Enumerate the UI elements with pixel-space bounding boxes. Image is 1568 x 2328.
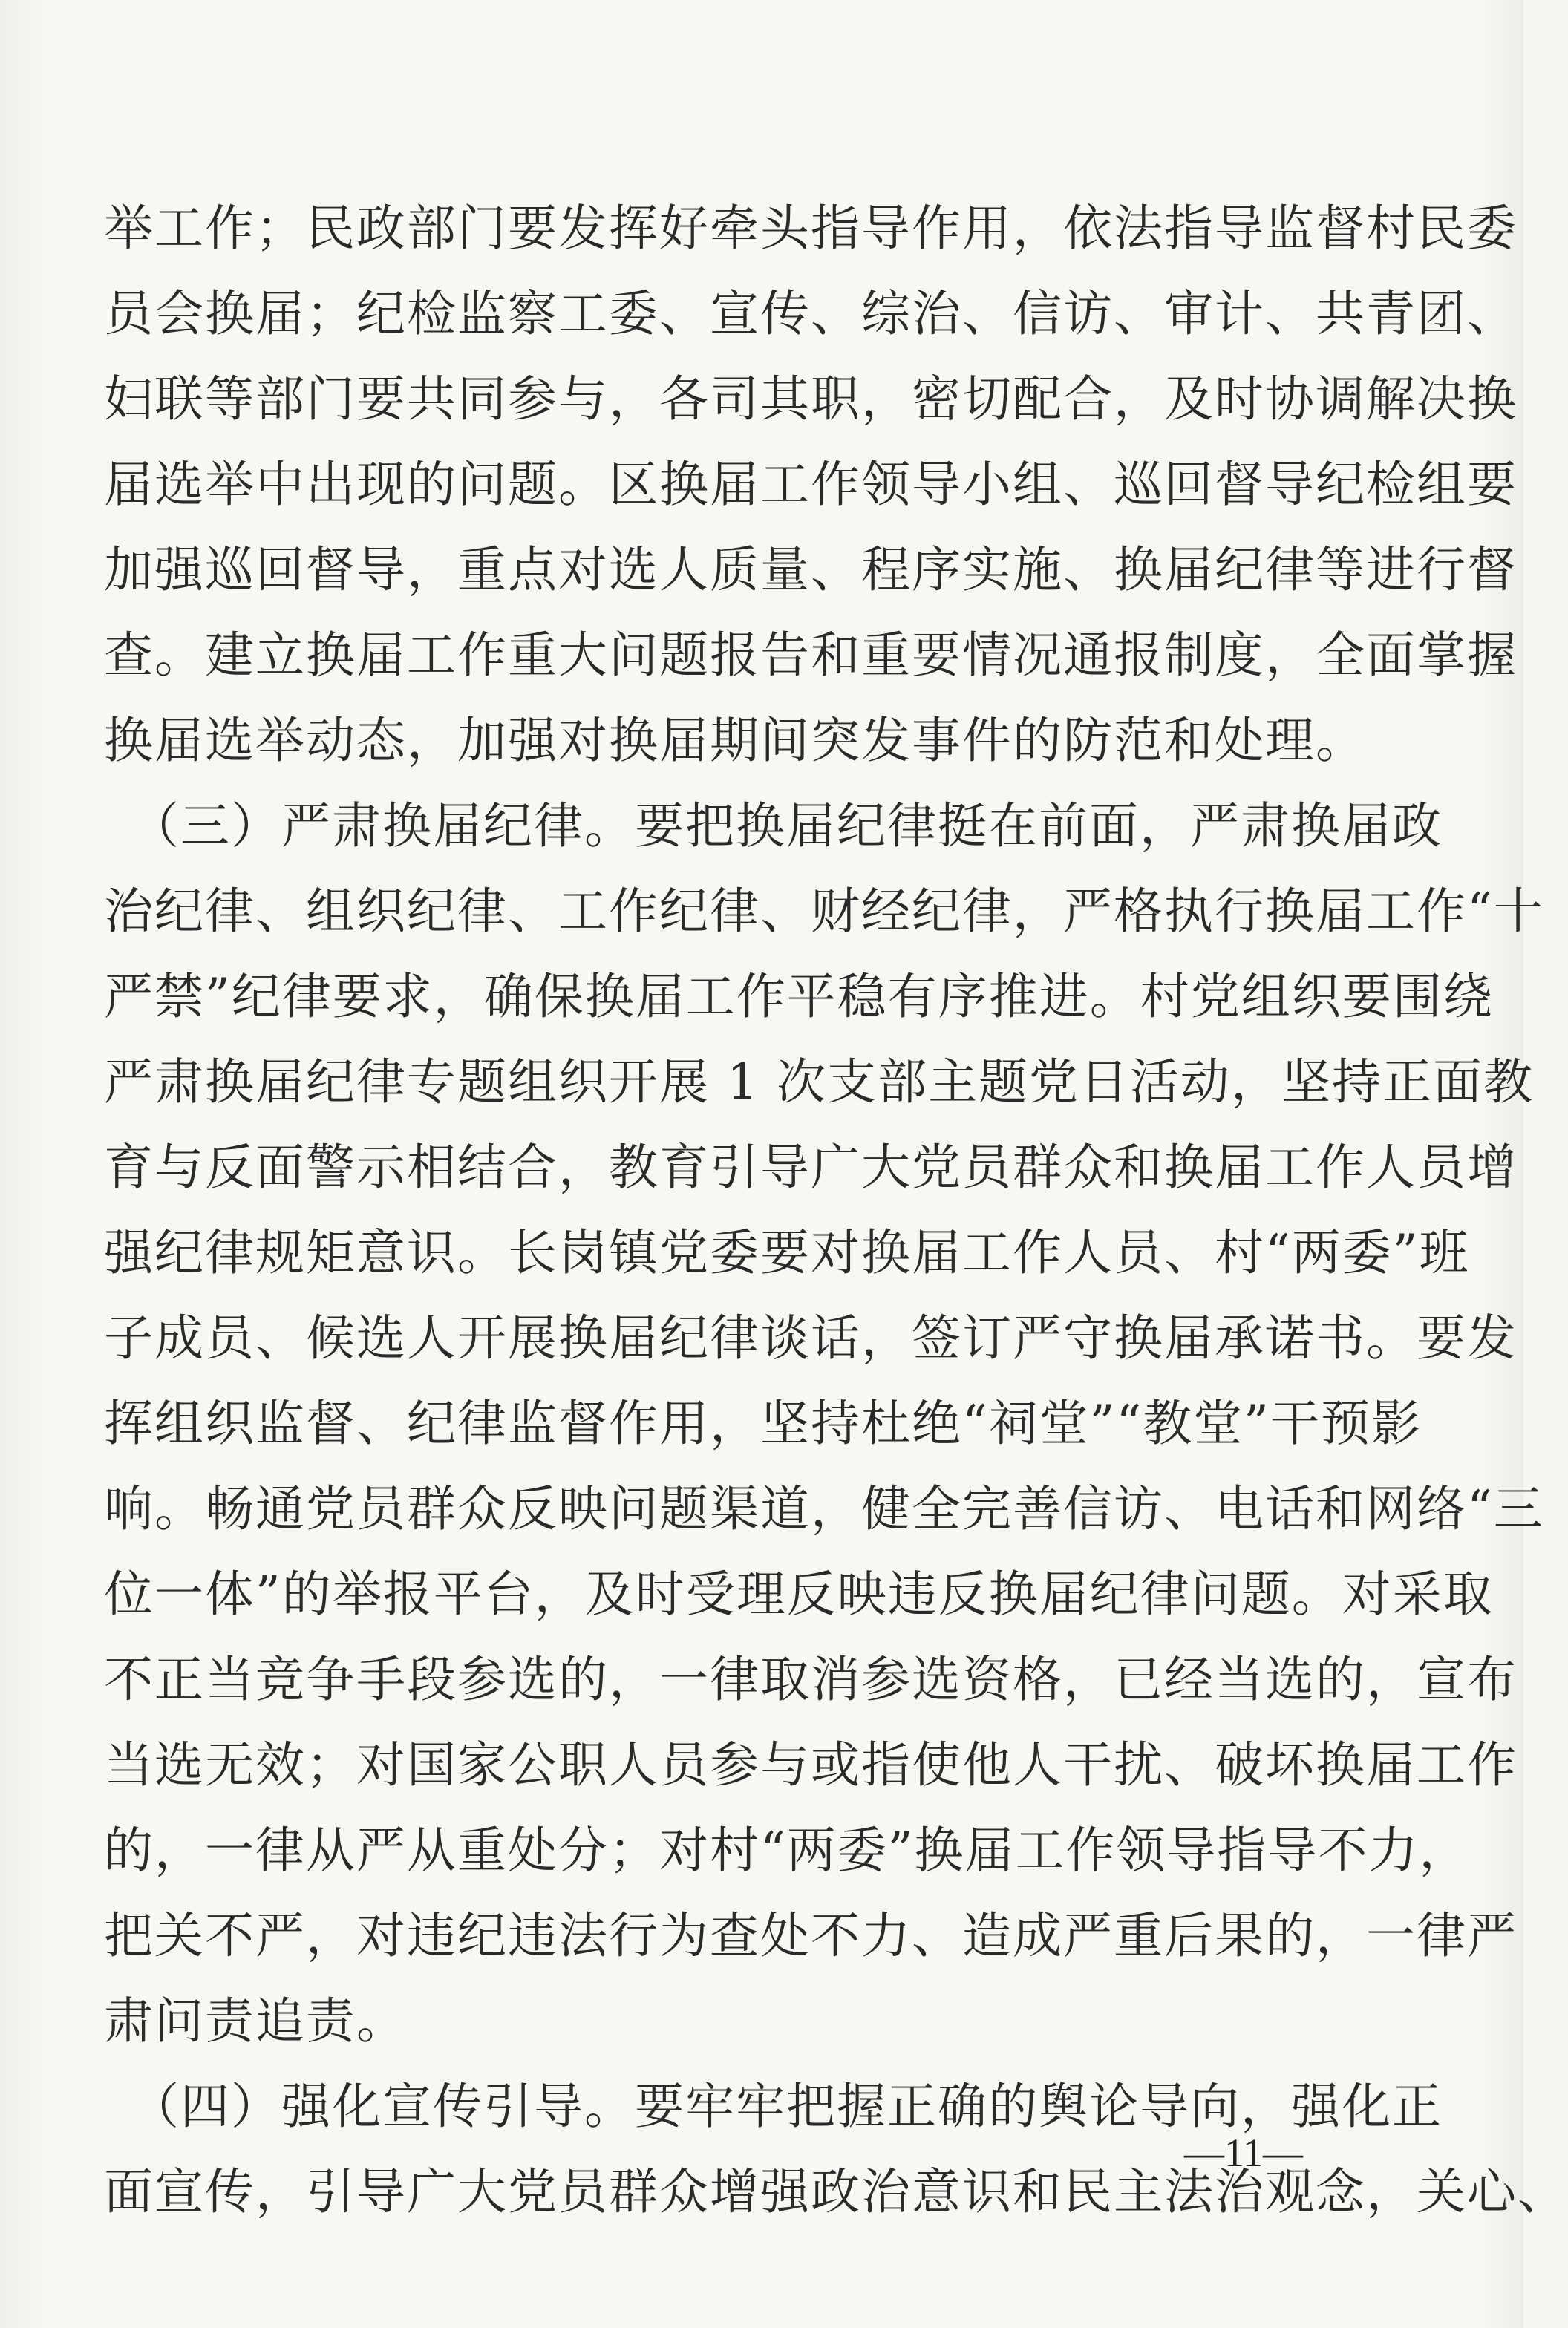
text-line: 不正当竞争手段参选的，一律取消参选资格，已经当选的，宣布 (104, 1651, 1518, 1708)
text-line: 换届选举动态，加强对换届期间突发事件的防范和处理。 (104, 712, 1366, 769)
text-line: 位一体”的举报平台，及时受理反映违反换届纪律问题。对采取 (104, 1566, 1494, 1623)
page-number: —11— (1184, 2131, 1303, 2175)
text-line: 子成员、候选人开展换届纪律谈话，签订严守换届承诺书。要发 (104, 1310, 1518, 1367)
text-line: 当选无效；对国家公职人员参与或指使他人干扰、破坏换届工作 (104, 1736, 1518, 1794)
text-line: 查。建立换届工作重大问题报告和重要情况通报制度，全面掌握 (104, 627, 1518, 684)
text-line: 员会换届；纪检监察工委、宣传、综治、信访、审计、共青团、 (104, 285, 1518, 342)
section-heading-line: （四）强化宣传引导。要牢牢把握正确的舆论导向，强化正 (104, 2078, 1443, 2135)
text-line: 面宣传，引导广大党员群众增强政治意识和民主法治观念，关心、 (104, 2163, 1568, 2220)
text-line: 育与反面警示相结合，教育引导广大党员群众和换届工作人员增 (104, 1139, 1518, 1196)
body-text (104, 186, 1568, 2234)
text-line: 响。畅通党员群众反映问题渠道，健全完善信访、电话和网络“三 (104, 1480, 1544, 1537)
text-line: 把关不严，对违纪违法行为查处不力、造成严重后果的，一律严 (104, 1907, 1518, 1964)
text-line: 届选举中出现的问题。区换届工作领导小组、巡回督导纪检组要 (104, 456, 1518, 513)
text-line: 肃问责追责。 (104, 1992, 407, 2050)
text-line: 举工作；民政部门要发挥好牵头指导作用，依法指导监督村民委 (104, 200, 1518, 257)
text-line: 严肃换届纪律专题组织开展 1 次支部主题党日活动，坚持正面教 (104, 1053, 1534, 1111)
text-line: 的，一律从严从重处分；对村“两委”换届工作领导指导不力， (104, 1822, 1470, 1879)
text-line: 挥组织监督、纪律监督作用，坚持杜绝“祠堂”“教堂”干预影 (104, 1395, 1422, 1452)
text-line: 加强巡回督导，重点对选人质量、程序实施、换届纪律等进行督 (104, 541, 1518, 598)
text-line: 妇联等部门要共同参与，各司其职，密切配合，及时协调解决换 (104, 370, 1518, 428)
text-line: 治纪律、组织纪律、工作纪律、财经纪律，严格执行换届工作“十 (104, 883, 1544, 940)
section-heading-line: （三）严肃换届纪律。要把换届纪律挺在前面，严肃换届政 (104, 797, 1443, 854)
text-line: 严禁”纪律要求，确保换届工作平稳有序推进。村党组织要围绕 (104, 968, 1494, 1025)
text-line: 强纪律规矩意识。长岗镇党委要对换届工作人员、村“两委”班 (104, 1224, 1470, 1281)
